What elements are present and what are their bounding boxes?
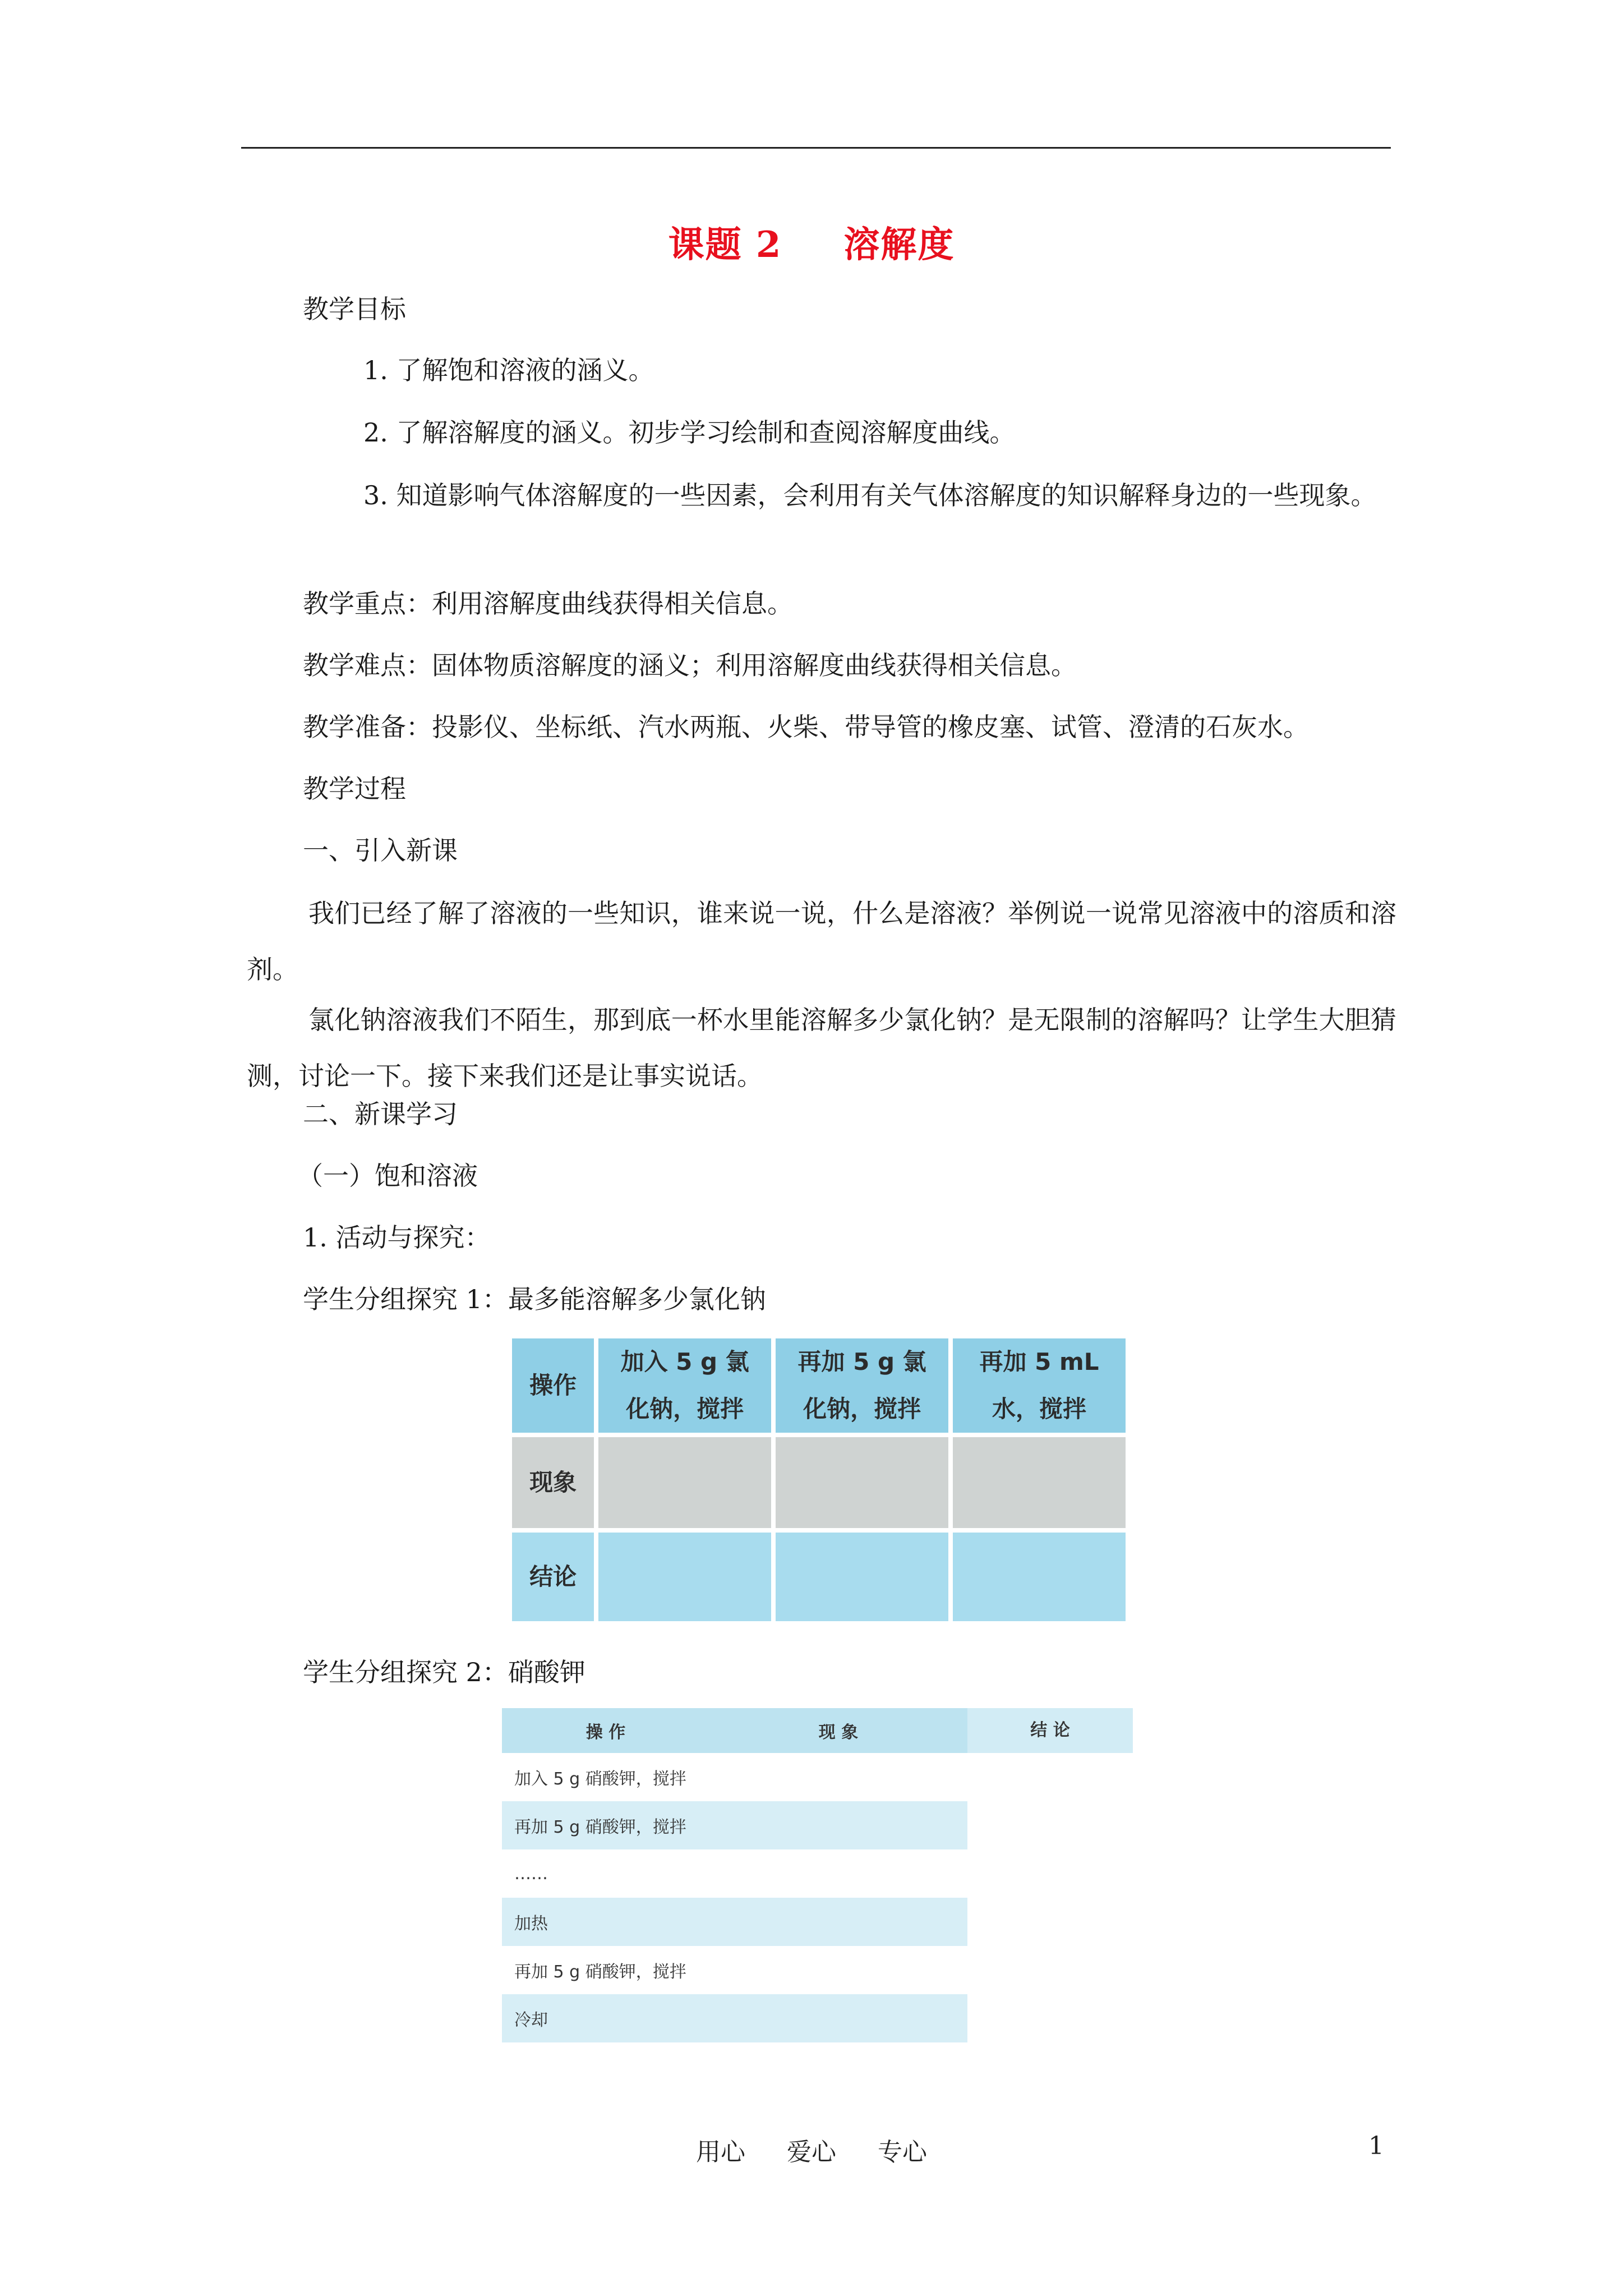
teaching-preparation: 教学准备：投影仪、坐标纸、汽水两瓶、火柴、带导管的橡皮塞、试管、澄清的石灰水。 <box>303 712 1309 742</box>
section1-paragraph: 氯化钠溶液我们不陌生，那到底一杯水里能溶解多少氯化钠？是无限制的溶解吗？让学生大胆猜测，讨论一下。接下来我们还是让事实说话。 <box>247 1005 1396 1091</box>
title-lesson-number: 课题 2 <box>668 224 782 266</box>
inquiry1-label: 学生分组探究 1：最多能溶解多少氯化钠 <box>303 1284 766 1314</box>
table-cell <box>596 1435 773 1530</box>
table-cell <box>773 1435 951 1530</box>
table-cell: 再加 5 g 硝酸钾，搅拌 <box>514 1818 686 1837</box>
table-cell <box>951 1435 1128 1530</box>
table-cell <box>773 1530 951 1623</box>
teaching-focus: 教学重点：利用溶解度曲线获得相关信息。 <box>303 588 793 619</box>
table-header-cell: 结 论 <box>967 1708 1133 1753</box>
footer-motto: 专心 <box>878 2138 927 2166</box>
table-header-cell: 操 作 <box>585 1723 626 1742</box>
footer-motto: 爱心 <box>787 2138 836 2166</box>
table-header-cell: 加入 5 g 氯化钠，搅拌 <box>596 1336 773 1435</box>
table-cell: 加入 5 g 硝酸钾，搅拌 <box>514 1769 686 1789</box>
table-header-cell: 现 象 <box>818 1723 859 1742</box>
section1-paragraph: 我们已经了解了溶液的一些知识，谁来说一说，什么是溶液？举例说一说常见溶液中的溶质和溶剂。 <box>247 898 1396 984</box>
table-cell <box>951 1530 1128 1623</box>
activity-label: 1. 活动与探究： <box>303 1222 491 1253</box>
title-topic: 溶解度 <box>843 224 955 266</box>
table-header-cell: 再加 5 mL 水，搅拌 <box>951 1336 1128 1435</box>
table-cell: 再加 5 g 硝酸钾，搅拌 <box>514 1962 686 1982</box>
table-row-label: 结论 <box>510 1530 596 1623</box>
table-header-row <box>502 1708 1133 1753</box>
process-heading: 教学过程 <box>303 774 406 804</box>
nacl-inquiry-table <box>508 1334 1130 1626</box>
objective-item: 2. 了解溶解度的涵义。初步学习绘制和查阅溶解度曲线。 <box>363 417 1016 448</box>
subsection-heading: （一）饱和溶液 <box>297 1161 478 1191</box>
page-number: 1 <box>1368 2132 1384 2160</box>
inquiry2-label: 学生分组探究 2：硝酸钾 <box>303 1657 585 1687</box>
table-row <box>502 1801 967 1849</box>
table-row <box>502 1753 1133 1801</box>
table-row <box>502 1994 967 2042</box>
table-header-cell: 操作 <box>510 1336 596 1435</box>
teaching-difficulty: 教学难点：固体物质溶解度的涵义；利用溶解度曲线获得相关信息。 <box>303 650 1077 680</box>
table-cell: 加热 <box>514 1914 548 1934</box>
section1-heading: 一、引入新课 <box>303 835 458 866</box>
objectives-heading: 教学目标 <box>303 294 406 324</box>
table-cell: 冷却 <box>514 2010 548 2030</box>
kno3-inquiry-table <box>502 1708 1133 2042</box>
table-row <box>502 1898 967 1946</box>
section2-heading: 二、新课学习 <box>303 1099 458 1129</box>
table-row <box>502 1849 1133 1898</box>
header-rule <box>241 147 1391 149</box>
footer-motto: 用心 <box>696 2138 745 2166</box>
table-header-cell: 再加 5 g 氯化钠，搅拌 <box>773 1336 951 1435</box>
table-cell: …… <box>514 1864 548 1884</box>
table-row <box>502 1946 1133 1994</box>
table-row-label: 现象 <box>510 1435 596 1530</box>
page-title <box>0 216 1623 268</box>
table-cell <box>596 1530 773 1623</box>
objective-item: 3. 知道影响气体溶解度的一些因素，会利用有关气体溶解度的知识解释身边的一些现象。 <box>363 480 1377 510</box>
objective-item: 1. 了解饱和溶液的涵义。 <box>363 355 654 385</box>
